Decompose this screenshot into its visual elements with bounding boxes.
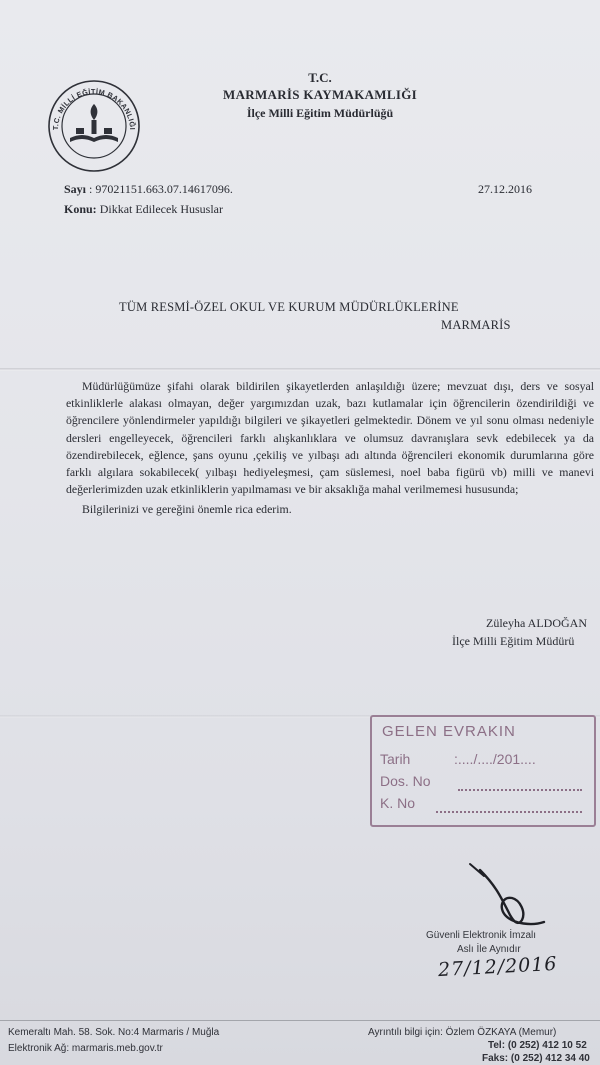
handwritten-signature: [440, 860, 580, 940]
footer-fax: Faks: (0 252) 412 34 40: [482, 1053, 590, 1064]
ministry-seal-logo: [46, 78, 142, 174]
footer-divider: [0, 1020, 600, 1021]
footer-address: Kemeraltı Mah. 58. Sok. No:4 Marmaris / Muğla: [8, 1027, 220, 1038]
body-paragraph: Müdürlüğümüze şifahi olarak bildirilen şikayetlerden anlaşıldığı üzere; mevzuat dışı, ders ve sosyal etkinliklerle alakası olmayan, değer yargımızdan uzak, bazı kutlamalar için öğrencilerin özendirildiği ve öğrencilere yönlendirmeler yapıldığı bilgileri ve şikayetleri gelmektedir. Dönem ve yıl sonu olması nedeniyle dersleri engelleyecek, öğrencileri farklı alışkanlıklara ve olumsuz davranışlara sevk edebilecek ya da özendirebilecek, eğlence, şans oyunu ,çekiliş ve yılbaşı adı altında öğrencileri ekonomik durumlarına göre farklı algılara sokabilecek( yılbaşı hediyeleşmesi, çam süslemesi, noel baba figürü vb) milli ve manevi değerlerimizden uzak etkinliklerin yapılmaması ve bir aksaklığa mahal verilmemesi hususunda;: [66, 379, 594, 497]
e-signature-note: Güvenli Elektronik İmzalı: [426, 930, 537, 941]
footer-contact: Ayrıntılı bilgi için: Özlem ÖZKAYA (Memur): [368, 1027, 557, 1038]
incoming-document-stamp: [370, 715, 596, 827]
paper-fold: [0, 368, 600, 371]
header-tc: T.C.: [308, 70, 332, 85]
konu-value: Dikkat Edilecek Hususlar: [99, 202, 223, 216]
addressee-city: MARMARİS: [441, 318, 511, 332]
header-directorate: İlçe Milli Eğitim Müdürlüğü: [246, 106, 394, 120]
sayi-value: : 97021151.663.07.14617096.: [89, 182, 233, 196]
stamp-kno-line: [436, 811, 582, 813]
seal-text: T.C. MİLLİ EĞİTİM BAKANLIĞI: [50, 86, 138, 131]
stamp-dos-label: Dos. No: [380, 773, 431, 789]
konu-label: Konu:: [64, 202, 97, 216]
letter-body: [66, 378, 594, 519]
sayi-label: Sayı: [64, 182, 87, 196]
signatory-title: İlçe Milli Eğitim Müdürü: [452, 634, 575, 648]
stamp-title: GELEN EVRAKIN: [382, 723, 516, 740]
footer-web: Elektronik Ağ: marmaris.meb.gov.tr: [8, 1043, 163, 1054]
reference-number: [64, 182, 233, 197]
handwritten-date: 27/12/2016: [437, 952, 559, 982]
header-institution: MARMARİS KAYMAKAMLIĞI: [223, 87, 417, 102]
stamp-tarih-value: :..../..../201....: [454, 751, 536, 767]
subject-line: [64, 202, 223, 217]
document-date: 27.12.2016: [478, 182, 532, 196]
addressee-line: TÜM RESMİ-ÖZEL OKUL VE KURUM MÜDÜRLÜKLERİNE: [119, 300, 459, 314]
signatory-name: Züleyha ALDOĞAN: [486, 616, 587, 630]
true-copy-note: Aslı İle Aynıdır: [457, 944, 521, 955]
stamp-kno-label: K. No: [380, 795, 416, 811]
footer-tel: Tel: (0 252) 412 10 52: [488, 1040, 587, 1051]
stamp-dos-line: [458, 789, 582, 791]
stamp-tarih-label: Tarih: [380, 751, 411, 767]
body-closing: Bilgilerinizi ve gereğini önemle rica ederim.: [82, 502, 292, 517]
